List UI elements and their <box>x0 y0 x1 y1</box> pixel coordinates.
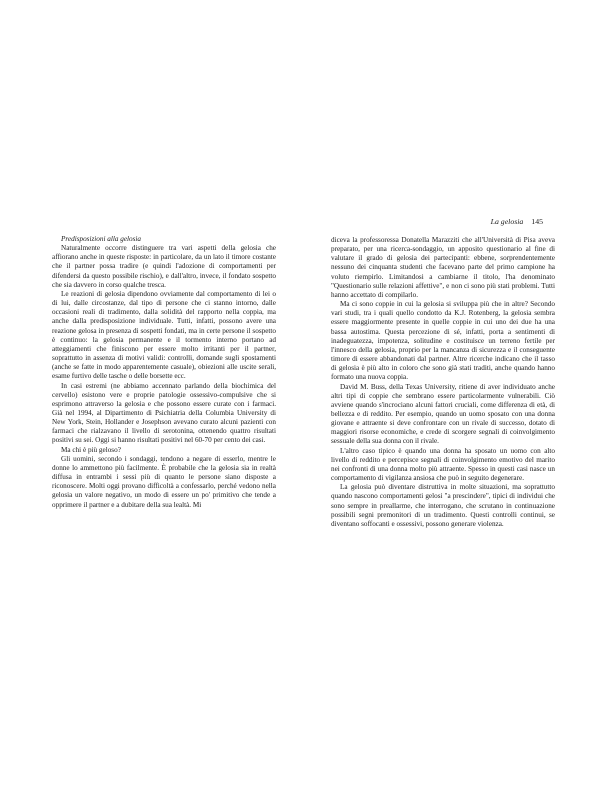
paragraph: Gli uomini, secondo i sondaggi, tendono a negare di esserlo, mentre le donne lo ammettono più facilmente. È probabile che la gelosia sia in realtà diffusa in entrambi i sessi più di quanto le persone siano disposte a riconoscere. Molti oggi provano difficoltà a confessarlo, perché vedono nella gelosia un valore negativo, un modo di essere un po' primitivo che tende a opprimere il partner e a dubitare della sua lealtà. Mi <box>52 454 276 509</box>
paragraph-continued: diceva la professoressa Donatella Marazziti che all'Università di Pisa aveva preparato, per una ricerca-sondaggio, un apposito questionario al fine di valutare il grado di gelosia dei partecipanti: ebbene, sorprendentemente nessuno dei cinquanta studenti che facevano parte del primo campione ha voluto riempirlo. Limitandosi a cambiarne il titolo, l'ha denominato "Questionario sulle relazioni affettive", e non ci sono più stati problemi. Tutti hanno accettato di compilarlo. <box>331 236 555 299</box>
page-number: 145 <box>531 217 543 226</box>
paragraph: In casi estremi (ne abbiamo accennato parlando della biochimica del cervello) esistono vere e proprie patologie ossessivo-compulsive che si esprimono attraverso la gelosia e che possono essere curate con i farmaci. Già nel 1994, al Dipartimento di Psichiatria della Columbia University di New York, Stein, Hollander e Josephson avevano curato alcuni pazienti con farmaci che rialzavano il livello di serotonina, ottenendo quattro risultati positivi su sei. Oggi si hanno risultati positivi nel 60-70 per cento dei casi. <box>52 381 276 445</box>
paragraph: L'altro caso tipico è quando una donna ha sposato un uomo con alto livello di reddito e percepisce segnali di coinvolgimento emotivo del marito nei confronti di una donna molto più attraente. Spesso in questi casi nasce un comportamento di vigilanza ansiosa che può in seguito degenerare. <box>331 446 555 483</box>
running-head <box>491 217 543 227</box>
paragraph: Ma chi è più geloso? <box>61 445 121 454</box>
paragraph: David M. Buss, della Texas University, ritiene di aver individuato anche altri tipi di coppie che sembrano essere particolarmente vulnerabili. Ciò avviene quando s'incrociano alcuni fattori cruciali, come differenza di età, di bellezza e di reddito. Per esempio, quando un uomo sposato con una donna giovane e attraente si deve confrontare con un rivale di successo, dotato di maggiori risorse economiche, e crede di scorgere segnali di coinvolgimento sessuale della sua donna con il rivale. <box>331 382 555 446</box>
section-heading: Predisposizioni alla gelosia <box>61 235 141 243</box>
left-column <box>52 235 276 510</box>
right-column <box>331 236 555 529</box>
paragraph: Naturalmente occorre distinguere tra vari aspetti della gelosia che affiorano anche in queste risposte: in particolare, da un lato il timore costante che il partner possa tradire (e quindi l'adozione di comportamenti per difendersi da questo possibile rischio), e dall'altro, invece, il fondato sospetto che sia davvero in corso qualche tresca. <box>52 244 276 289</box>
running-head-title: La gelosia <box>490 217 524 226</box>
paragraph: La gelosia può diventare distruttiva in molte situazioni, ma soprattutto quando nascono comportamenti gelosi "a prescindere", tipici di individui che sono sempre in preallarme, che interrogano, che scrutano in continuazione possibili segni premonitori di un tradimento. Questi controlli continui, se diventano soffocanti e ossessivi, possono generare violenza. <box>331 483 555 528</box>
paragraph: Ma ci sono coppie in cui la gelosia si sviluppa più che in altre? Secondo vari studi, tra i quali quello condotto da K.J. Rotenberg, la gelosia sembra essere maggiormente presente in quelle coppie in cui uno dei due ha una bassa autostima. Questa percezione di sé, infatti, porta a sentimenti di inadeguatezza, impotenza, solitudine e costituisce un terreno fertile per l'innesco della gelosia, proprio per la mancanza di sicurezza e il conseguente timore di essere abbandonati dal partner. Altre ricerche indicano che il tasso di gelosia è più alto in coloro che sono già stati traditi, anche quando hanno formato una nuova coppia. <box>331 300 555 382</box>
paragraph: Le reazioni di gelosia dipendono ovviamente dal comportamento di lei o di lui, dalle circostanze, dal tipo di persone che ci stanno intorno, dalle occasioni reali di tradimento, dalla solidità del rapporto nella coppia, ma anche dalla predisposizione individuale. Tutti, infatti, possono avere una reazione gelosa in presenza di sospetti fondati, ma in certe persone il sospetto è continuo: la gelosia permanente e il tormento interno portano ad atteggiamenti che finiscono per essere molto irritanti per il partner, soprattutto in assenza di motivi validi: controlli, domande sugli spostamenti (anche se fatte in modo apparentemente casuale), obiezioni alle uscite serali, esame furtivo delle tasche o delle borsette ecc. <box>52 289 276 381</box>
